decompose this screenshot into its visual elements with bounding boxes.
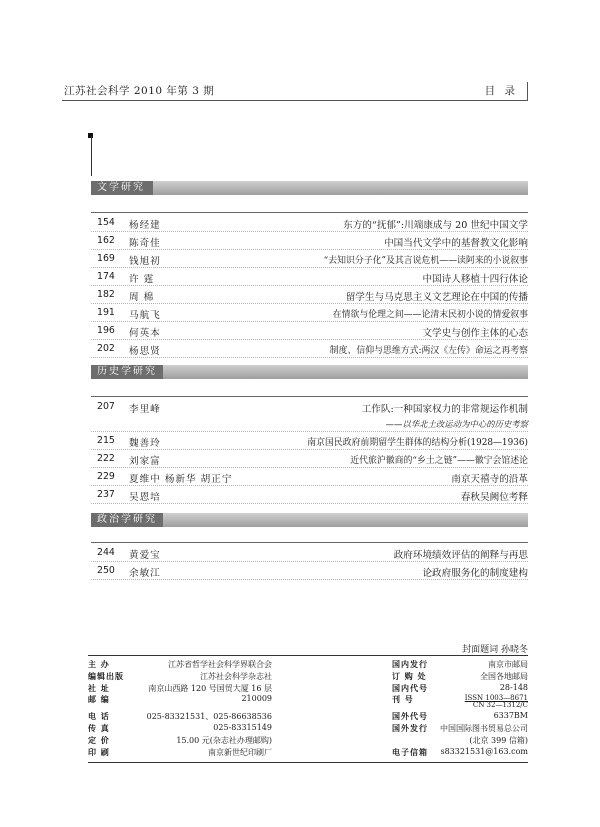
imprint-key: 电 话 — [88, 711, 110, 721]
entry-author: 黄爱宝 — [129, 550, 161, 561]
imprint-value: 南京新世纪印刷厂 — [208, 748, 272, 757]
entry-page: 174 — [97, 271, 115, 282]
section-rule — [91, 396, 528, 397]
imprint-key: 国内代号 — [392, 683, 428, 693]
entry-author: 杨思贤 — [129, 346, 161, 357]
entry-page: 202 — [97, 343, 115, 354]
section-header-politics — [91, 513, 528, 527]
entry-title: 南京国民政府前期留学生群体的结构分析(1928—1936) — [307, 438, 528, 448]
toc-entry[interactable] — [91, 450, 528, 468]
section-title: 政治学研究 — [91, 513, 163, 527]
entry-page: 162 — [97, 235, 115, 246]
margin-rule — [91, 136, 92, 176]
entry-author: 夏维中 杨新华 胡正宁 — [129, 474, 233, 485]
entry-page: 250 — [97, 565, 115, 576]
imprint-value: 15.00 元(杂志社办理邮购) — [176, 736, 272, 745]
imprint-value: 南京山西路 120 号国贸大厦 16 层 — [148, 684, 272, 693]
imprint-row — [88, 659, 528, 671]
imprint-key: 国内发行 — [392, 659, 428, 669]
imprint-key: 邮 编 — [88, 694, 110, 704]
entry-page: 222 — [97, 453, 115, 464]
imprint-key: 印 刷 — [88, 747, 110, 757]
toc-entry[interactable] — [91, 432, 528, 450]
imprint-key: 国外发行 — [392, 723, 428, 733]
toc-entry[interactable] — [91, 468, 528, 486]
entry-title: 中国诗人移植十四行体论 — [422, 274, 528, 285]
toc-entry[interactable] — [91, 286, 528, 304]
imprint-row — [88, 723, 528, 735]
cover-editor: 封面题词 孙晓冬 — [462, 645, 528, 655]
imprint-row — [88, 747, 528, 759]
entry-author: 钱旭初 — [129, 256, 161, 267]
entry-author: 杨经建 — [129, 220, 161, 231]
entry-author: 陈奇佳 — [129, 238, 161, 249]
imprint-key: 电子信箱 — [392, 747, 428, 757]
imprint-key: 主 办 — [88, 659, 110, 669]
toc-entry[interactable] — [91, 486, 528, 504]
section-rule — [91, 542, 528, 543]
entry-author: 马航飞 — [129, 310, 161, 321]
toc-label: 目 录 — [484, 85, 518, 97]
imprint-value: 6337BM — [493, 711, 528, 720]
imprint-value: 025-83315149 — [213, 723, 272, 732]
toc-entry[interactable] — [91, 268, 528, 286]
entry-author: 周 棉 — [129, 292, 155, 303]
entry-page: 196 — [97, 325, 115, 336]
imprint-value: 025-83321531、025-86638536 — [146, 712, 272, 721]
imprint-bottom-rule — [88, 762, 528, 763]
entry-title: 工作队:一种国家权力的非常规运作机制 — [361, 404, 528, 415]
imprint-value: s83321531@163.com — [440, 747, 528, 756]
entry-title: 留学生与马克思主义文艺理论在中国的传播 — [345, 292, 528, 303]
entry-author: 刘家富 — [129, 456, 161, 467]
toc-entry[interactable] — [91, 322, 528, 340]
entry-title: 制度、信仰与思维方式:两汉《左传》命运之再考察 — [329, 346, 528, 356]
entry-author: 许 霆 — [129, 274, 155, 285]
imprint-row — [88, 711, 528, 723]
journal-title: 江苏社会科学 2010 年第 3 期 — [64, 85, 215, 97]
toc-entry-subtitle — [91, 414, 528, 432]
entry-page: 207 — [97, 401, 115, 412]
imprint-value: 28-148 — [499, 683, 528, 692]
entry-title: 论政府服务化的制度建构 — [422, 568, 528, 579]
toc-entry[interactable] — [91, 398, 528, 415]
imprint-value: 中国国际图书贸易总公司 — [440, 724, 528, 733]
entry-page: 169 — [97, 253, 115, 264]
imprint-key: 传 真 — [88, 723, 110, 733]
imprint-value: ISSN 1003—8671 — [464, 694, 528, 702]
imprint-key: 编辑出版 — [88, 671, 124, 681]
entry-title: 中国当代文学中的基督教文化影响 — [384, 238, 528, 249]
section-title: 历史学研究 — [91, 365, 163, 379]
imprint-value: (北京 399 信箱) — [469, 736, 528, 745]
entry-author: 李里峰 — [129, 404, 161, 415]
imprint-key: 国外代号 — [392, 711, 428, 721]
entry-title: 春秋吴阙位考释 — [460, 492, 528, 503]
imprint-value: 江苏省哲学社会科学界联合会 — [168, 660, 272, 669]
entry-page: 237 — [97, 489, 115, 500]
entry-author: 何英本 — [129, 328, 161, 339]
toc-entry[interactable] — [91, 304, 528, 322]
toc-entry[interactable] — [91, 544, 528, 562]
toc-entry[interactable] — [91, 250, 528, 268]
entry-title: “去知识分子化”及其言说危机——读阿来的小说叙事 — [323, 256, 528, 266]
toc-entry[interactable] — [91, 232, 528, 250]
imprint-key: 订 购 处 — [392, 671, 427, 681]
entry-page: 182 — [97, 289, 115, 300]
imprint-key: 社 址 — [88, 683, 110, 693]
entry-title: 政府环境绩效评估的阐释与再思 — [393, 550, 528, 561]
entry-page: 229 — [97, 471, 115, 482]
entry-subtitle: ——以华北土改运动为中心的历史考察 — [385, 419, 528, 429]
entry-title: 近代旅沪徽商的“乡土之链”——徽宁会馆述论 — [350, 456, 528, 466]
entry-author: 余敏江 — [129, 568, 161, 579]
entry-author: 魏善玲 — [129, 438, 161, 449]
entry-page: 215 — [97, 435, 115, 446]
imprint-row — [88, 671, 528, 683]
toc-entry[interactable] — [91, 562, 528, 580]
header-divider — [527, 82, 528, 100]
imprint-value: CN 32—1312/C — [472, 701, 528, 709]
entry-title: 在情欲与伦理之间——论清末民初小说的情爱叙事 — [332, 310, 528, 320]
entry-page: 154 — [97, 217, 115, 228]
imprint-value: 南京市邮局 — [488, 660, 528, 669]
imprint-key: 刊 号 — [392, 694, 414, 704]
imprint-top-rule — [88, 655, 528, 656]
entry-page: 191 — [97, 307, 115, 318]
imprint-value: 江苏社会科学杂志社 — [200, 672, 272, 681]
section-header-history — [91, 365, 528, 379]
section-rule — [91, 212, 528, 213]
entry-title: 东方的“抚郁”:川端康成与 20 世纪中国文学 — [343, 220, 528, 231]
imprint-key: 定 价 — [88, 735, 110, 745]
section-title: 文学研究 — [91, 181, 153, 195]
entry-page: 244 — [97, 547, 115, 558]
imprint-row — [88, 735, 528, 747]
entry-author: 吴恩培 — [129, 492, 161, 503]
toc-entry[interactable] — [91, 340, 528, 358]
entry-title: 文学史与创作主体的心态 — [422, 328, 528, 339]
toc-entry[interactable] — [91, 214, 528, 232]
section-header-literature — [91, 181, 528, 195]
running-header — [62, 82, 528, 101]
imprint-value: 全国各地邮局 — [480, 672, 528, 681]
imprint-value: 210009 — [241, 694, 272, 703]
entry-title: 南京天禧寺的沿革 — [451, 474, 528, 485]
